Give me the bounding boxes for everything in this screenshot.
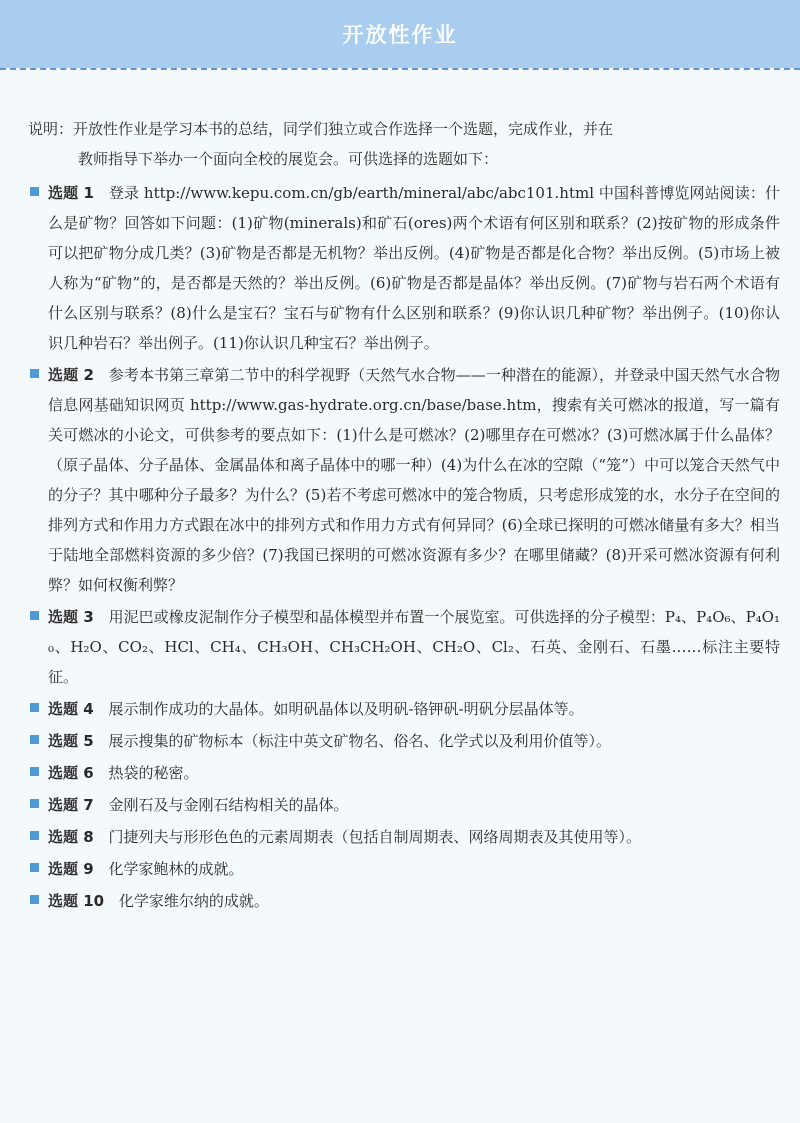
topic-label: 选题 10 [48, 892, 105, 910]
topic-text: 化学家维尔纳的成就。 [118, 892, 269, 910]
topic-text: 热袋的秘密。 [108, 764, 199, 782]
topic-text: 参考本书第三章第二节中的科学视野（天然气水合物——一种潜在的能源），并登录中国天然气水合物信息网基础知识网页 http://www.gas-hydrate.org.cn/base/base.htm，搜索有关可燃冰的报道，写一篇有关可燃冰的小论文，可供参考的要点如下：(1)什么是可燃冰？(2)哪里存在可燃冰？(3)可燃冰属于什么晶体？（原子晶体、分子晶体、金属晶体和离子晶体中的哪一种）(4)为什么在冰的空隙（“笼”）中可以笼合天然气中的分子？其中哪种分子最多？为什么？(5)若不考虑可燃冰中的笼合物质，只考虑形成笼的水，水分子在空间的排列方式和作用力方式跟在冰中的排列方式和作用力方式有何异同？(6)全球已探明的可燃冰储量有多大？相当于陆地全部燃料资源的多少倍？(7)我国已探明的可燃冰资源有多少？在哪里储藏？(8)开采可燃冰资源有何利弊？如何权衡利弊？ [48, 366, 780, 594]
topic-item [28, 726, 780, 756]
topic-item [28, 854, 780, 884]
topic-item [28, 694, 780, 724]
bullet-square-icon [30, 799, 39, 808]
content [28, 114, 780, 918]
topic-label: 选题 5 [48, 732, 94, 750]
topic-item [28, 886, 780, 916]
intro [28, 114, 780, 174]
bullet-square-icon [30, 703, 39, 712]
topic-label: 选题 4 [48, 700, 94, 718]
topic-item [28, 790, 780, 820]
topic-label: 选题 8 [48, 828, 94, 846]
intro-line-2: 教师指导下举办一个面向全校的展览会。可供选择的选题如下： [78, 150, 499, 168]
bullet-square-icon [30, 369, 39, 378]
bullet-square-icon [30, 863, 39, 872]
topic-label: 选题 3 [48, 608, 94, 626]
topic-label: 选题 1 [48, 184, 94, 202]
bullet-square-icon [30, 767, 39, 776]
topic-text: 化学家鲍林的成就。 [108, 860, 244, 878]
topic-label: 选题 2 [48, 366, 94, 384]
bullet-square-icon [30, 735, 39, 744]
topic-text: 登录 http://www.kepu.com.cn/gb/earth/mineral/abc/abc101.html 中国科普博览网站阅读：什么是矿物？回答如下问题：(1)矿物(minerals)和矿石(ores)两个术语有何区别和联系？(2)按矿物的形成条件可以把矿物分成几类？(3)矿物是否都是无机物？举出反例。(4)矿物是否都是化合物？举出反例。(5)市场上被人称为“矿物”的，是否都是天然的？举出反例。(6)矿物是否都是晶体？举出反例。(7)矿物与岩石两个术语有什么区别与联系？(8)什么是宝石？宝石与矿物有什么区别和联系？(9)你认识几种矿物？举出例子。(10)你认识几种岩石？举出例子。(11)你认识几种宝石？举出例子。 [48, 184, 780, 352]
bullet-square-icon [30, 187, 39, 196]
bullet-square-icon [30, 611, 39, 620]
bullet-square-icon [30, 895, 39, 904]
intro-line-1: 说明：开放性作业是学习本书的总结，同学们独立或合作选择一个选题，完成作业，并在 [28, 120, 614, 138]
content-panel [0, 70, 800, 1123]
topic-label: 选题 7 [48, 796, 94, 814]
page-title: 开放性作业 [342, 23, 458, 47]
bullet-square-icon [30, 831, 39, 840]
topic-text: 展示制作成功的大晶体。如明矾晶体以及明矾-铬钾矾-明矾分层晶体等。 [108, 700, 584, 718]
topic-item [28, 178, 780, 358]
topic-item [28, 822, 780, 852]
topic-item [28, 758, 780, 788]
topic-item [28, 602, 780, 692]
topic-text: 用泥巴或橡皮泥制作分子模型和晶体模型并布置一个展览室。可供选择的分子模型：P₄、P₄O₆、P₄O₁₀、H₂O、CO₂、HCl、CH₄、CH₃OH、CH₃CH₂OH、CH₂O、Cl₂、石英、金刚石、石墨……标注主要特征。 [48, 608, 780, 686]
topic-label: 选题 6 [48, 764, 94, 782]
header-bar [0, 0, 800, 68]
topic-item [28, 360, 780, 600]
topic-label: 选题 9 [48, 860, 94, 878]
topic-text: 门捷列夫与形形色色的元素周期表（包括自制周期表、网络周期表及其使用等）。 [108, 828, 641, 846]
topic-text: 金刚石及与金刚石结构相关的晶体。 [108, 796, 349, 814]
topic-text: 展示搜集的矿物标本（标注中英文矿物名、俗名、化学式以及利用价值等）。 [108, 732, 611, 750]
